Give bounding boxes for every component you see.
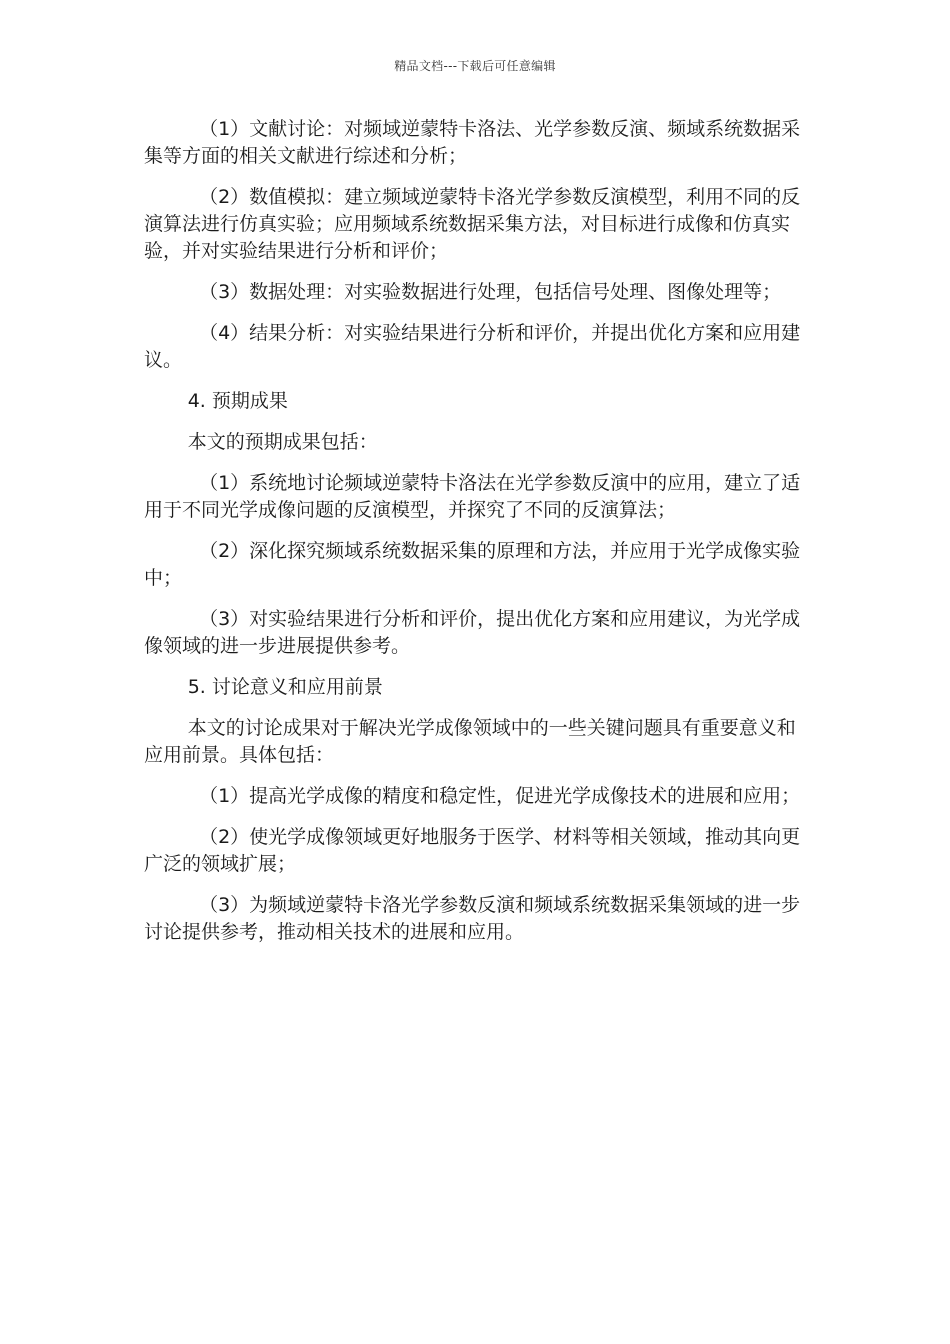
section-heading-significance: 5. 讨论意义和应用前景 [187, 676, 383, 698]
expected-item-1: （1）系统地讨论频域逆蒙特卡洛法在光学参数反演中的应用，建立了适用于不同光学成像问题的反演模型，并探究了不同的反演算法； [144, 472, 801, 521]
expected-results-intro: 本文的预期成果包括： [187, 431, 378, 453]
significance-item-2: （2）使光学成像领域更好地服务于医学、材料等相关领域，推动其向更广泛的领域扩展； [144, 826, 801, 875]
method-item-literature: （1）文献讨论：对频域逆蒙特卡洛法、光学参数反演、频域系统数据采集等方面的相关文献进行综述和分析； [144, 118, 801, 167]
expected-item-2: （2）深化探究频域系统数据采集的原理和方法，并应用于光学成像实验中； [144, 540, 801, 589]
page-header: 精品文档---下载后可任意编辑 [394, 59, 556, 73]
significance-item-3: （3）为频域逆蒙特卡洛光学参数反演和频域系统数据采集领域的进一步讨论提供参考，推动相关技术的进展和应用。 [144, 894, 801, 943]
method-item-result-analysis: （4）结果分析：对实验结果进行分析和评价，并提出优化方案和应用建议。 [144, 322, 801, 371]
method-item-simulation: （2）数值模拟：建立频域逆蒙特卡洛光学参数反演模型，利用不同的反演算法进行仿真实验；应用频域系统数据采集方法，对目标进行成像和仿真实验，并对实验结果进行分析和评价； [144, 186, 801, 262]
method-item-data-processing: （3）数据处理：对实验数据进行处理，包括信号处理、图像处理等； [199, 281, 782, 303]
significance-intro: 本文的讨论成果对于解决光学成像领域中的一些关键问题具有重要意义和应用前景。具体包括： [144, 717, 796, 766]
significance-item-1: （1）提高光学成像的精度和稳定性，促进光学成像技术的进展和应用； [199, 785, 801, 807]
section-heading-expected-results: 4. 预期成果 [187, 390, 288, 412]
document-body [144, 116, 810, 960]
expected-item-3: （3）对实验结果进行分析和评价，提出优化方案和应用建议，为光学成像领域的进一步进展提供参考。 [144, 608, 801, 657]
